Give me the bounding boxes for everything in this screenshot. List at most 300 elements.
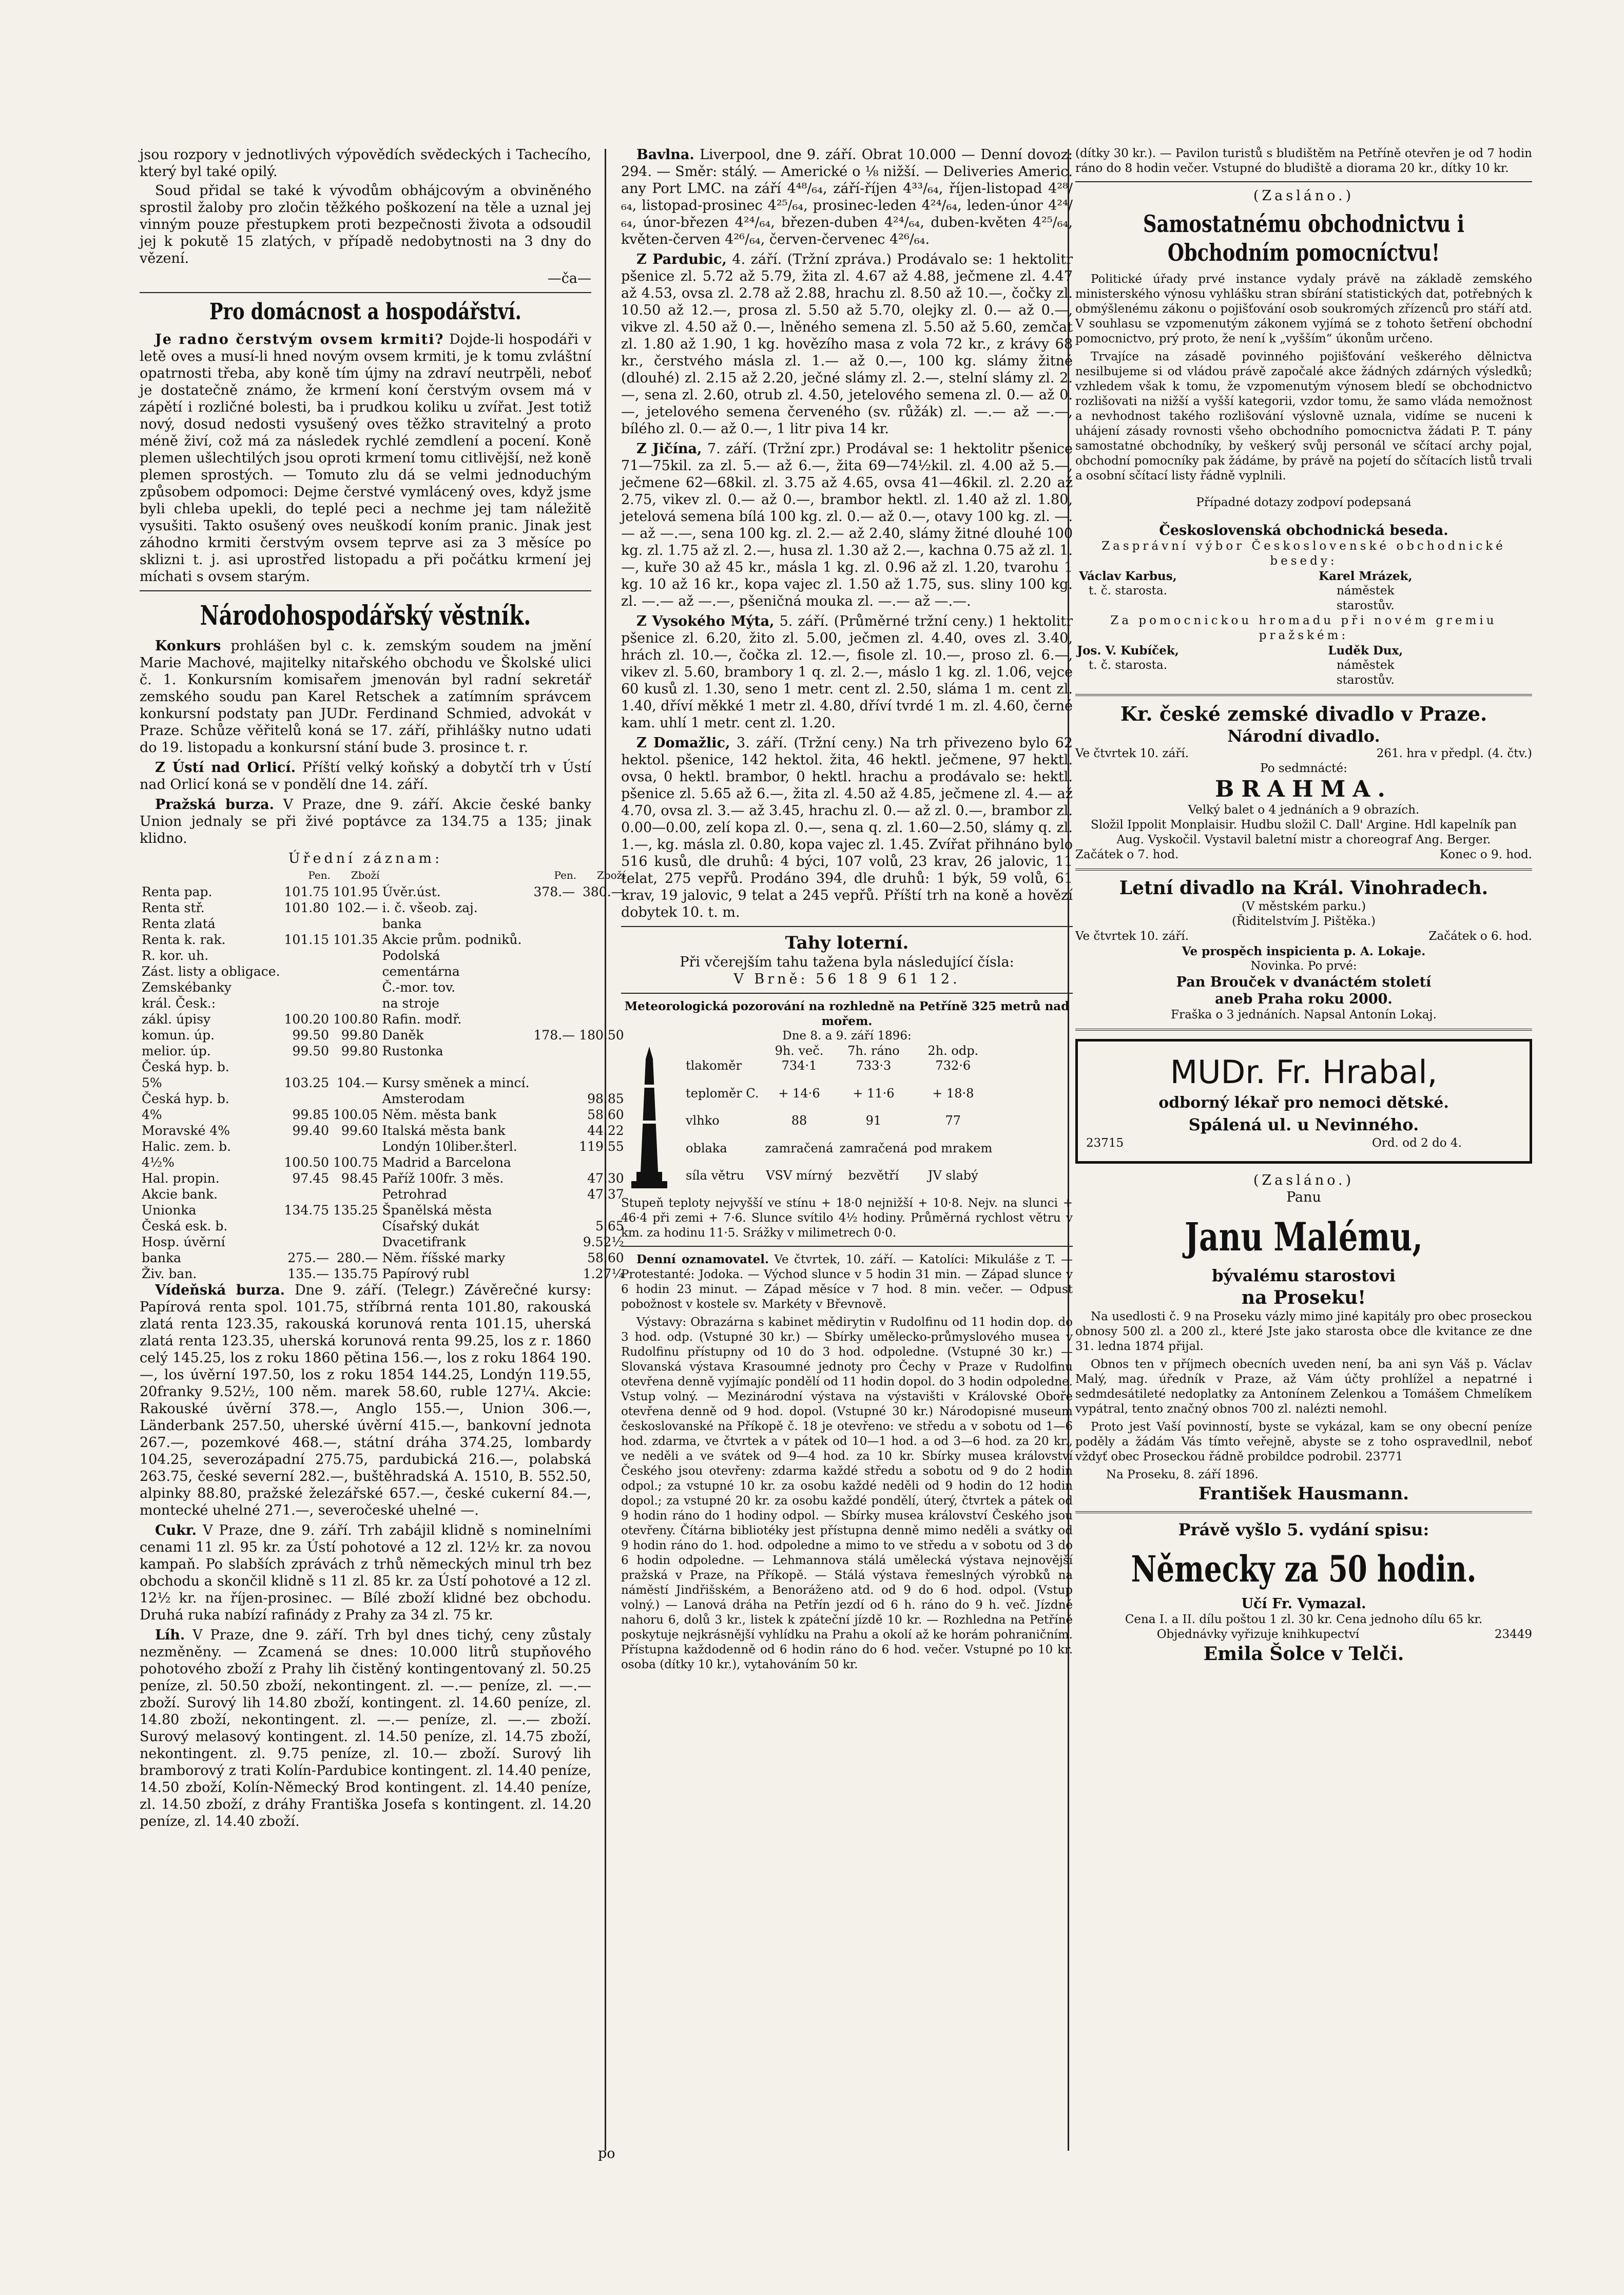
- meteo-table: [683, 1044, 995, 1196]
- theater-date: Ve čtvrtek 10. září.: [1075, 747, 1189, 760]
- summer-theater-benefit: Ve prospěch inspicienta p. A. Lokaje.: [1182, 944, 1426, 958]
- quote-row: [140, 916, 626, 932]
- doctor-hours-row: [1086, 1136, 1521, 1151]
- quote-row: [140, 1202, 626, 1218]
- quote-cell: banka: [142, 1250, 182, 1265]
- article-lead: Z Vysokého Mýta,: [636, 613, 775, 629]
- quote-row: [140, 1075, 626, 1091]
- theater-subscription: 261. hra v předpl. (4. čtv.): [1376, 747, 1532, 760]
- play-credits: Složil Ippolit Monplaisir. Hudbu složil C. Dall' Argine. Hdl kapelník pan Aug. Vyskočil. Vystavil baletní mistr a choreograf Ang. Berger.: [1090, 818, 1517, 846]
- summer-theater-date-row: [1075, 929, 1532, 944]
- quote-row: [140, 1139, 626, 1154]
- quote-cell: Hosp. úvěrní: [142, 1235, 225, 1249]
- meteo-title: Meteorologická pozorování na rozhledně na Petříně 325 metrů nad mořem.: [624, 999, 1070, 1028]
- doctor-name: MUDr. Fr. Hrabal,: [1170, 1053, 1438, 1091]
- quote-cell: Papírový rubl: [382, 1266, 470, 1281]
- article-text: V Praze, dne 9. září. Trh zabájil klidně s nominelními cenami 11 zl. 95 kr. za Ústí pohotové a 12 zl. 12½ kr. za novou kampaň. Po slabších zprávách z trhů německých minul trh bez obchodu a skončil klidně s 11 zl. 85 kr. za Ústí pohotové a 12 zl. 12½ kr. na říjen-prosinec. — Bílé zboží klidné bez obchodu. Druhá ruka nabízí rafinády z Prahy za 34 zl. 75 kr.: [140, 1522, 591, 1623]
- quote-cell: [577, 948, 626, 963]
- signature-name: Jos. V. Kubíček,: [1077, 644, 1179, 658]
- quote-cell: 99.80: [341, 1044, 378, 1058]
- quote-cell: [282, 1091, 331, 1107]
- quote-cell: 119.55: [579, 1139, 624, 1154]
- quote-cell: [331, 948, 380, 963]
- lottery-city: V Brně:: [733, 971, 808, 987]
- quote-cell: [577, 1059, 626, 1075]
- quote-row: [140, 1154, 626, 1170]
- meteo-date: Dne 8. a 9. září 1896:: [782, 1029, 912, 1043]
- divider: [1075, 1511, 1532, 1513]
- article-lead: Z Ústí nad Orlicí.: [155, 760, 296, 776]
- column-1: [140, 146, 626, 1833]
- book-advert-intro: Právě vyšlo 5. vydání spisu:: [1178, 1520, 1429, 1539]
- quote-row: [140, 995, 626, 1011]
- quote-cell: [282, 1186, 331, 1202]
- quote-cell: Londýn 10liber.šterl.: [382, 1139, 517, 1154]
- quote-cell: [577, 1154, 626, 1170]
- quote-cell: [282, 948, 331, 963]
- quote-cell: Č.-mor. tov.: [382, 980, 456, 995]
- play-end: Konec o 9. hod.: [1439, 848, 1532, 861]
- quote-cell: [577, 900, 626, 916]
- meteo-cell: tlakoměr: [686, 1058, 742, 1073]
- quote-cell: [577, 1075, 626, 1091]
- quote-cell: Císařský dukát: [382, 1219, 479, 1233]
- quote-cell: Madrid a Barcelona: [382, 1155, 511, 1170]
- quote-cell: 100.05: [333, 1107, 378, 1122]
- signature-role: náměstek starostův.: [1336, 584, 1395, 612]
- quote-cell: [331, 1234, 380, 1250]
- letter-text: Obnos ten v příjmech obecních uveden není, ba ani syn Váš p. Václav Malý, mag. úředník v Praze, až Vám účty prohlížel a nepatrné i sedmdesátileté nedoplatky za Antonínem Zelenkou a Tomášem Chmelíkem vypátral, tento značný obnos 700 zl. nalézti nemohl.: [1075, 1358, 1532, 1416]
- quote-cell: [331, 1059, 380, 1075]
- quote-cell: 104.—: [336, 1075, 378, 1090]
- article-lead: Vídeňská burza.: [155, 1282, 285, 1298]
- quote-cell: Renta stř.: [142, 900, 205, 915]
- quote-cell: 101.15: [284, 932, 330, 947]
- notice-society: Československá obchodnická beseda.: [1159, 523, 1448, 538]
- quote-cell: [331, 1186, 380, 1202]
- quote-cell: Akcie prům. podniků.: [382, 932, 522, 947]
- quote-row: [140, 1266, 626, 1282]
- meteo-cell: 77: [945, 1113, 961, 1128]
- addressee-place: na Proseku!: [1241, 1287, 1366, 1308]
- quote-cell: 58.60: [587, 1107, 624, 1122]
- quote-cell: 4½%: [142, 1155, 175, 1170]
- quote-cell: 98.85: [587, 1091, 624, 1106]
- quote-cell: Daněk: [382, 1028, 424, 1043]
- quote-row: [140, 1059, 626, 1075]
- notice-text: Politické úřady prvé instance vydaly právě na základě zemského ministerského výnosu vyhlášku stran sbírání statistických dat, potřebných k obmýšlenému zákonu o pojišťování osob soukromých zřízenců pro stáří atd. V souhlasu se vzpomenutým zákonem vyjímá se z tohoto šetření obchodní pomocnictvo, prý proto, že není k „vyšším“ úkonům určeno.: [1075, 273, 1532, 345]
- bookshop-name: Emila Šolce v Telči.: [1203, 1643, 1404, 1665]
- quote-cell: 99.80: [341, 1028, 378, 1043]
- lottery-title: Tahy loterní.: [785, 933, 909, 953]
- notice-committee: Zasprávní výbor Československé obchodnické besedy:: [1101, 539, 1506, 568]
- divider: [1075, 1029, 1532, 1031]
- meteo-extra: Stupeň teploty nejvyšší ve stínu + 18·0 nejnižší + 10·8. Nejv. na slunci + 46·4 při zemi + 7·6. Slunce svítilo 4½ hodiny. Průměrná rychlost větru v km. za hodinu 11·5. Srážky v milimetrech 0·0.: [621, 1197, 1073, 1240]
- summer-play-credits: Fraška o 3 jednáních. Napsal Antonín Lokaj.: [1171, 1008, 1437, 1021]
- quote-cell: Kursy směnek a mincí.: [382, 1075, 530, 1090]
- article-lead: Pražská burza.: [155, 797, 275, 813]
- meteo-cell: zamračená: [765, 1141, 834, 1155]
- article-lead: Bavlna.: [636, 147, 694, 163]
- quote-cell: Česká hyp. b.: [142, 1091, 229, 1106]
- meteo-row: [683, 1086, 995, 1114]
- quote-cell: Italská města bank: [382, 1123, 506, 1138]
- quote-cell: [532, 1075, 577, 1091]
- signatures: [1075, 643, 1532, 688]
- quote-cell: 280.—: [336, 1250, 378, 1265]
- letter-date: Na Proseku, 8. září 1896.: [1106, 1468, 1259, 1481]
- article-text: 5. září. (Průměrné tržní ceny.) 1 hektolitr pšenice zl. 6.20, žito zl. 5.00, ječmen zl. 4.40, oves zl. 3.40, hrách zl. 10.—, čočka zl. 12.—, fisole zl. 10.—, proso zl. 6.—, vikev zl. 5.60, brambory 1 q. zl. 2.—, máslo 1 kg. zl. 1.06, vejce 60 kusů zl. 1.30, seno 1 metr. cent zl. 2.50, sláma 1 m. cent zl. 1.40, dříví měkké 1 metr zl. 4.80, dříví tvrdé 1 m. zl. 4.60, černé kam. uhlí 1 metr. cent zl. 1.20.: [621, 613, 1073, 731]
- quote-cell: Španělská města: [382, 1203, 492, 1218]
- summer-play-title: Pan Brouček v dvanáctém století: [1176, 974, 1432, 990]
- notice-text: Případné dotazy zodpoví podepsaná: [1196, 496, 1412, 509]
- meteo-cell: 91: [865, 1113, 882, 1128]
- quotes-header: Zboží: [351, 869, 380, 881]
- quote-cell: [282, 1218, 331, 1234]
- article-lead: Z Domažlic,: [636, 735, 730, 751]
- quote-cell: [532, 932, 577, 948]
- article-lead: Líh.: [155, 1627, 185, 1643]
- theater-date-row: [1075, 746, 1532, 761]
- quote-cell: Něm. říšské marky: [382, 1250, 506, 1265]
- meteo-col-header: 2h. odp.: [927, 1044, 979, 1058]
- doctor-specialty: odborný lékař pro nemoci dětské.: [1158, 1094, 1449, 1112]
- quote-cell: 101.75: [284, 884, 330, 899]
- quote-cell: Petrohrad: [382, 1187, 448, 1202]
- article-text: V Praze, dne 9. září. Trh byl dnes tichý, ceny zůstaly nezměněny. — Zcamená se dnes: 10.000 litrů stupňového pohotového zboží z Prahy lih čistěný kontingentovaný zl. 50.25 peníze, zl. 50.50 zboží, nekontingent. zl. —.— peníze, zl. —.— zboží. Surový lih 14.80 zboží, kontingent. zl. 14.60 peníze, zl. 14.80 zboží, nekontingent. zl. —.— peníze, zl. —.— zboží. Surový melasový kontingent. zl. 14.50 peníze, zl. 14.75 zboží, nekontingent. zl. 9.75 peníze, zl. 10.— zboží. Surový lih bramborový z trati Kolín-Pardubice kontingent. zl. 14.40 peníze, 14.50 zboží, Kolín-Německý Brod kontingent. zl. 14.40 peníze, zl. 14.50 zboží, z dráhy Františka Josefa s kontingent. zl. 14.20 peníze, zl. 14.40 zboží.: [140, 1627, 592, 1829]
- quote-cell: [331, 979, 380, 995]
- quote-cell: 58.60: [587, 1250, 624, 1265]
- quote-cell: 99.50: [292, 1044, 330, 1058]
- article-text: Soud přidal se také k vývodům obhájcovým a obviněného sprostil žaloby pro zločin těžkého poškození na těle a uznal jej vinným pouze přestupkem proti bezpečnosti života a odsoudil jej k pokutě 15 zlatých, v případě nedobytnosti na 3 dny do vězení.: [140, 183, 591, 266]
- quote-cell: [577, 1043, 626, 1059]
- article-lead: Z Pardubic,: [636, 252, 727, 267]
- quote-cell: Podolská: [382, 948, 440, 963]
- stock-quotes-table: [140, 867, 626, 1282]
- quote-cell: Úvěr.úst.: [382, 884, 441, 899]
- quote-cell: [331, 916, 380, 932]
- quote-cell: Rafin. modř.: [382, 1012, 462, 1027]
- quote-cell: [577, 963, 626, 979]
- summer-theater-start: Začátek o 6. hod.: [1428, 930, 1532, 943]
- letter-signature: František Hausmann.: [1198, 1483, 1409, 1504]
- article-signature: —ča—: [547, 271, 591, 286]
- zaslano-label: (Zasláno.): [1253, 1172, 1355, 1188]
- quote-cell: [577, 979, 626, 995]
- quote-cell: 101.95: [333, 884, 378, 899]
- article-text: 4. září. (Tržní zpráva.) Prodávalo se: 1 hektolitr pšenice zl. 5.72 až 5.79, žita zl. 4.67 až 4.88, ječmene zl. 4.47 až 4.53, ovsa zl. 2.78 až 2.88, hrachu zl. 8.50 až 10.—, čočky zl. 10.50 až 12.—, prosa zl. 5.50 až 5.70, olejky zl. 0.— až 0.—, vikve zl. 4.50 až 0.—, lněného semena zl. 5.50 až 5.60, zemčat zl. 1.80 až 1.90, 1 kg. hovězího masa z vola 72 kr., z krávy 68 kr., čerstvého másla zl. 1.— až 0.—, 100 kg. slámy žitné (dlouhé) zl. 2.15 až 2.20, ječné slámy zl. 2.—, stelní slámy zl. 2.—, sena zl. 2.60, otrub zl. 4.50, jetelového semena zl. 0.— až 0.—, jetelového semena červeného (sv. růžák) zl. —.— až —.—, bílého zl. 0.— až 0.—, 1 litr piva 14 kr.: [621, 252, 1073, 437]
- quote-cell: 135.—: [287, 1266, 330, 1281]
- meteo-cell: teploměr C.: [686, 1086, 759, 1101]
- quote-cell: 4%: [142, 1107, 162, 1122]
- quote-cell: 100.20: [284, 1012, 330, 1027]
- letter-text: Na usedlosti č. 9 na Proseku vázly mimo jiné kapitály pro obec proseckou obnosy 500 zl. a 200 zl., které Jste jako starosta obce dle kvitance ze dne 31. ledna 1874 přijal.: [1075, 1310, 1532, 1353]
- meteo-cell: 88: [791, 1113, 807, 1128]
- notice-committee: Za pomocnickou hromadu při novém gremiu pražském:: [1110, 614, 1497, 642]
- quote-row: [140, 963, 626, 979]
- zaslano-label: (Zasláno.): [1253, 188, 1355, 204]
- quote-row: [140, 932, 626, 948]
- quote-cell: [282, 979, 331, 995]
- meteo-cell: oblaka: [686, 1141, 727, 1155]
- signature-role: t. č. starosta.: [1089, 659, 1168, 672]
- quote-cell: [577, 1202, 626, 1218]
- article-text: Výstavy: Obrazárna s kabinet mědirytin v Rudolfinu od 11 hodin dop. do 3 hod. odp. (Vstupné 30 kr.) — Sbírky umělecko-průmyslového musea v Rudolfinu přístupny od 10 do 3 hod. odpoledne. (Vstupné 30 kr.) — Slovanská výstava Krasoumné jednoty pro Čechy v Praze v Rudolfinu otevřena denně vyjímajíc pondělí od 11 hodin dopol. do 3 hodin odpoledne. Vstup volný. — Mezinárodní výstava na výstavišti v Královské Oboře otevřena denně od 9 hod. dopol. (Vstupné 30 kr.) Národopisné museum českoslovanské na Příkopě č. 18 je otevřeno: ve středu a v sobotu od 1—6 hod. zdarma, ve čtvrtek a v pátek od 10—1 hod. a od 3—6 hod. za 20 kr., ve neděli a ve svátek od 9—4 hod. za 10 kr. Sbírky musea království Českého jsou otevřeny: zdarma každé středu a sobotu od 9 do 2 hodin odpol.; za vstupné 10 kr. za osobu každé neděli od 9 hodin do 12 hodin dopol.; za vstupné 20 kr. za osobu každé pondělí, úterý, čtvrtek a pátek od 9 hodin ráno do 1 hodiny odpol. — Sbírky musea království Českého jsou otevřeny. Čítárna bibliotéky jest přístupna denně mimo neděli a svátky od 9 hodin ráno do 1. hod. odpoledne a mimo to ve středu a v sobotu od 3 do 6 hodin odpoledne. — Lehmannova stálá umělecká výstava nejnovější pražská v Praze, na Příkopě. — Stálá výstava řemeslných výrobků na náměstí Jindřišském, a Benoráženo atd. od 9 do 6 hod. odpol. (Vstup volný.) — Lanová dráha na Petřín jezdí od 6 h. ráno do 9 h. več. Jízdné nahoru 6, dolů 3 kr., listek k zpáteční jízdě 10 kr. — Rozhledna na Petříně poskytuje nejkrásnější vyhlídku na Prahu a okolí až ke horám pohraničním. Přístupna každodenně od 6 hodin ráno do 6 hod. večer. Vstupné po 10 kr. osoba (dítky 10 kr.), vytahováním 50 kr.: [621, 1316, 1073, 1671]
- article-text: Ve čtvrtek, 10. září. — Katolíci: Mikuláše z T. — Protestanté: Jodoka. — Východ slunce v 5 hodin 31 min. — Západ slunce v 6 hodin 23 minut. — Západ měsíce v 7 hod. 8 min. večer. — Odpust pobožnost v kostele sv. Markéty v Břevnově.: [621, 1253, 1073, 1311]
- quote-cell: [532, 900, 577, 916]
- signature-name: Václav Karbus,: [1079, 569, 1177, 583]
- quote-cell: 5.65: [595, 1219, 624, 1233]
- quote-row: [140, 1011, 626, 1027]
- meteo-row: [683, 1058, 995, 1086]
- summer-theater-title: Letní divadlo na Král. Vinohradech.: [1119, 877, 1488, 899]
- quote-cell: [532, 1170, 577, 1186]
- quote-cell: [532, 1091, 577, 1107]
- divider: [621, 993, 1073, 994]
- section-heading-economy: Národohospodářský věstník.: [200, 600, 531, 631]
- signature-name: Karel Mrázek,: [1319, 569, 1413, 583]
- quote-cell: 275.—: [287, 1250, 330, 1265]
- article-text: Dojde-li hospodáři v letě oves a musí-li hned novým ovsem krmiti, je k tomu zvláštní opatrnosti třeba, aby koně tím újmy na zdraví neutrpěli, neboť je dostatečně známo, že krmení koní čerstvým ovsem má v zápětí i rozličné bolesti, ba i prudkou koliku u zvířat. Jest totiž nový, dosud nedosti vysušený oves těžko stravitelný a proto méně živí, což má za následek rychlé zemdlení a pocení. Koně plemen ušlechtilých jsou oproti krmení tomu citlivější, než koně plemen sprostých. — Tomuto zlu dá se velmi jednoduchým způsobem odpomoci: Dejme čerstvé vymlácený oves, když jsme byli chleba upekli, do teplé peci a nechme jej tam náležitě vysušiti. Takto osušený oves neuškodí koním pranic. Jinak jest záhodno krmiti čerstvým ovsem teprve asi za 3 měsíce po sklizni t. j. asi uprostřed listopadu a při počátku krmení jej míchati s ovsem starým.: [140, 332, 591, 585]
- quote-row: [140, 1250, 626, 1266]
- meteo-cell: + 11·6: [853, 1086, 895, 1101]
- quote-cell: [532, 1186, 577, 1202]
- quote-cell: [532, 1202, 577, 1218]
- quote-row: [140, 1170, 626, 1186]
- quote-cell: 9.52½: [583, 1235, 624, 1249]
- column-3: [1075, 146, 1532, 1666]
- quote-cell: 100.50: [284, 1155, 330, 1170]
- section-heading-household: Pro domácnost a hospodářství.: [209, 299, 521, 325]
- quote-cell: 47.30: [587, 1171, 624, 1186]
- doctor-hours: Ord. od 2 do 4.: [1372, 1136, 1462, 1150]
- quote-row: [140, 1027, 626, 1043]
- quote-cell: 101.35: [333, 932, 378, 947]
- divider: [1075, 869, 1532, 871]
- doctor-advert: [1075, 1039, 1532, 1164]
- quote-cell: Akcie bank.: [142, 1187, 218, 1202]
- lottery-numbers: 56 18 9 61 12.: [816, 971, 960, 987]
- quote-row: [140, 1186, 626, 1202]
- quote-cell: [331, 963, 380, 979]
- quote-cell: Halic. zem. b.: [142, 1139, 231, 1154]
- divider: [621, 926, 1073, 927]
- observation-tower-icon: [621, 1044, 678, 1196]
- divider: [140, 292, 591, 293]
- meteo-cell: + 18·8: [932, 1086, 974, 1101]
- meteo-row: [683, 1168, 995, 1196]
- quote-row: [140, 1107, 626, 1123]
- meteo-col-header: 7h. ráno: [847, 1044, 900, 1058]
- quote-cell: [532, 1107, 577, 1123]
- quote-cell: Renta k. rak.: [142, 932, 226, 947]
- meteo-col-header: 9h. več.: [775, 1044, 824, 1058]
- meteo-cell: bezvětří: [848, 1168, 899, 1183]
- quote-cell: Dvacetifrank: [382, 1235, 466, 1249]
- divider: [621, 1246, 1073, 1247]
- doctor-address: Spálená ul. u Nevinného.: [1188, 1115, 1419, 1134]
- article-lead: Denní oznamovatel.: [636, 1252, 769, 1266]
- article-text: Liverpool, dne 9. září. Obrat 10.000 — Denní dovoz: 294. — Směr: stálý. — Americké o ⅛ nižší. — Deliveries Americ. any Port LMC. na září 4⁴⁸/₆₄, září-říjen 4³³/₆₄, říjen-listopad 4²⁸/₆₄, listopad-prosinec 4²⁵/₆₄, prosinec-leden 4²⁴/₆₄, leden-únor 4²⁴/₆₄, únor-březen 4²⁴/₆₄, březen-duben 4²⁴/₆₄, duben-květen 4²⁵/₆₄, květen-červen 4²⁶/₆₄, červen-červenec 4²⁶/₆₄.: [621, 147, 1073, 247]
- addressee-title: bývalému starostovi: [1212, 1266, 1396, 1285]
- quote-cell: 134.75: [284, 1203, 330, 1218]
- notice-text: Trvajíce na zásadě povinného pojišťování veškerého dělnictva nesilbujeme si od vládou právě započalé akce žádných zdárných výsledků; vzhledem však k tomu, že vzpomenutým výnosem bledí se obchodnictvo rozlišovati na nižší a vyšší kategorii, vzdor tomu, že samo vláda nemožnost a nevhodnost takého rozlišování výslovně uznala, vidíme se nuceni k uhájení zásady rovnosti všeho obchodního pomocnictva žádati P. T. pány samostatné obchodníky, by veškerý svůj personál ve sčítací archy pojal, obchodní pomocníky pak žádáme, by právě na pojetí do sčítacích listů trvali a osobní sčítací listy řádně vyplnili.: [1075, 350, 1532, 483]
- column-2: [621, 146, 1073, 1675]
- summer-theater-sub: (V městském parku.): [1241, 900, 1366, 913]
- quote-cell: Amsterodam: [382, 1091, 465, 1106]
- quote-cell: 5%: [142, 1075, 162, 1090]
- footer-po: po: [598, 2146, 615, 2162]
- quote-cell: cementárna: [382, 964, 460, 979]
- quote-cell: [380, 1059, 532, 1075]
- quotes-title: Úřední záznam:: [288, 851, 443, 866]
- quote-cell: Renta pap.: [142, 884, 212, 899]
- meteo-cell: vlhko: [686, 1113, 720, 1128]
- quote-cell: Živ. ban.: [142, 1266, 197, 1281]
- article-text: 3. září. (Tržní ceny.) Na trh přivezeno bylo 62 hektol. pšenice, 142 hektol. žita, 46 hektl. ječmene, 97 hektl. ovsa, 0 hektl. brambor, 0 hektl. hrachu a prodávalo se: hektl. pšenice zl. 5.65 až 6.—, žita zl. 4.50 až 4.85, ječmene zl. 4.— až 4.70, ovsa zl. 3.— až 3.45, hrachu zl. 0.— až zl. 0.—, brambor zl. 0.00—0.00, zelí kopa zl. 0.—, sena q. zl. 1.60—2.50, slámy q. zl. 1.—, kg. másla zl. 0.80, kopa vajec zl. 1.45. Zvířat přihnáno bylo 516 kusů, dle druhů: 4 býci, 107 volů, 23 krav, 26 jalovic, 11 telat, 275 vepřů. Prodáno 394, dle druhů: 1 býk, 59 volů, 61 krav, 19 jalovic, 9 telat a 245 vepřů. Příští trh na koně a hovězí dobytek 10. t. m.: [621, 735, 1073, 920]
- quote-cell: [282, 916, 331, 932]
- article-lead: Z Jičína,: [636, 441, 702, 457]
- book-ad-number: 23449: [1494, 1628, 1532, 1641]
- summer-theater-novinka: Novinka. Po prvé:: [1250, 959, 1357, 973]
- quote-cell: R. kor. uh.: [142, 948, 209, 963]
- quote-cell: [282, 1059, 331, 1075]
- article-text: Příští velký koňský a dobytčí trh v Ústí nad Orlicí koná se v pondělí dne 14. září.: [140, 760, 591, 793]
- quote-cell: král. Česk.:: [142, 996, 216, 1011]
- quote-row: [140, 1218, 626, 1234]
- quote-cell: melior. úp.: [142, 1044, 211, 1058]
- quote-cell: [282, 1234, 331, 1250]
- quote-row: [140, 900, 626, 916]
- quotes-header: Pen.: [308, 869, 331, 881]
- play-start: Začátek o 7. hod.: [1075, 848, 1179, 861]
- quote-cell: [532, 995, 577, 1011]
- meteo-cell: 732·6: [935, 1058, 971, 1073]
- signature-name: Luděk Dux,: [1328, 644, 1403, 658]
- meteo-cell: JV slabý: [927, 1168, 978, 1183]
- divider: [1075, 181, 1532, 182]
- theater-subtitle: Národní divadlo.: [1227, 726, 1380, 746]
- quote-cell: [532, 1123, 577, 1139]
- quote-cell: 178.—: [533, 1028, 575, 1043]
- quote-cell: 380.—: [582, 884, 624, 899]
- book-price: Cena I. a II. dílu poštou 1 zl. 30 kr. Cena jednoho dílu 65 kr.: [1125, 1613, 1483, 1626]
- summer-theater-sub: (Řiditelstvím J. Pištěka.): [1232, 915, 1376, 928]
- divider: [140, 590, 591, 591]
- quote-cell: [532, 1139, 577, 1154]
- quote-row: [140, 884, 626, 900]
- meteo-cell: VSV mírný: [766, 1168, 833, 1183]
- meteo-cell: zamračená: [839, 1141, 908, 1155]
- quote-cell: Zást. listy a obligace.: [142, 964, 280, 979]
- quote-cell: 99.40: [292, 1123, 330, 1138]
- quote-cell: komun. úp.: [142, 1028, 215, 1043]
- article-text: Dne 9. září. (Telegr.) Závěrečné kursy: Papírová renta spol. 101.75, stříbrná renta 101.80, rakouská zlatá renta 123.35, rakouská korunová renta 101.15, uherská zlatá renta 123.35, uherská korunová renta 99.25, los z r. 1860 celý 145.25, los z roku 1860 pětina 156.—, los z roku 1864 190.—, los úvěrní 197.50, los z roku 1854 144.25, Londýn 119.55, 20franky 9.52½, 100 něm. marek 58.60, ruble 127¼. Akcie: Rakouské úvěrní 378.—, Anglo 155.—, Union 306.—, Länderbank 257.50, uherské úvěrní 415.—, bankovní jednota 267.—, pozemkové 468.—, státní dráha 374.25, lombardy 104.25, severozápadní 275.75, pardubická 216.—, polabská 263.75, české severní 282.—, buštěhradská A. 1510, B. 552.50, alpinky 88.80, pražské železářské 657.—, české cukerní 84.—, montecké uhelné 271.—, severočeské uhelné —.: [140, 1282, 591, 1518]
- address-panu: Panu: [1286, 1189, 1321, 1205]
- quote-cell: [532, 963, 577, 979]
- quote-cell: [532, 948, 577, 963]
- quote-cell: [577, 916, 626, 932]
- quote-cell: 99.85: [292, 1107, 330, 1122]
- book-author: Učí Fr. Vymazal.: [1241, 1596, 1366, 1612]
- doctor-ad-number: 23715: [1086, 1136, 1124, 1150]
- quote-cell: [532, 1234, 577, 1250]
- quote-cell: 100.75: [333, 1155, 378, 1170]
- quote-row: [140, 1043, 626, 1059]
- signature-role: náměstek starostův.: [1336, 659, 1395, 687]
- quote-row: [140, 948, 626, 963]
- play-times: [1075, 847, 1532, 862]
- article-text: 7. září. (Tržní zpr.) Prodával se: 1 hektolitr pšenice 71—75kil. za zl. 5.— až 6.—, žita 69—74½kil. zl. 4.00 až 5.—, ječmene 62—68kil. zl. 3.75 až 4.65, ovsa 41—46kil. zl. 2.20 až 2.75, vikev zl. 0.— až 0.—, brambor hektl. zl. 1.40 až zl. 1.80, jetelová semena bílá 100 kg. zl. 0.— až 0.—, otavy 100 kg. zl. —.— až —.—, sena 100 kg. zl. 2.— až 2.40, slámy žitné dlouhé 100 kg. zl. 1.75 až zl. 2.—, husa zl. 1.30 až 2.—, kachna 0.75 až zl. 1.—, kuře 30 až 45 kr., másla 1 kg. zl. 0.96 až zl. 1.20, tvarohu 1 kg. 10 až 16 kr., kopa vajec zl. 1.50 až 1.75, sus. sliny 100 kg. zl. —.— až —.—, pšeničná mouka zl. —.— až —.—.: [621, 441, 1073, 609]
- quote-cell: Hal. propin.: [142, 1171, 220, 1186]
- quotes-header: Pen.: [554, 869, 577, 881]
- quote-cell: [532, 1043, 577, 1059]
- summer-theater-date: Ve čtvrtek 10. září.: [1075, 930, 1189, 943]
- book-order-row: [1075, 1627, 1532, 1642]
- quote-cell: [577, 932, 626, 948]
- meteo-cell: 733·3: [856, 1058, 892, 1073]
- quote-cell: [532, 979, 577, 995]
- quote-cell: 135.75: [333, 1266, 378, 1281]
- quote-cell: Moravské 4%: [142, 1123, 230, 1138]
- quote-cell: Zemskébanky: [142, 980, 231, 995]
- quotes-header: Zboží: [596, 869, 626, 881]
- quote-cell: Česká hyp. b.: [142, 1059, 229, 1074]
- signatures: [1075, 569, 1532, 613]
- quote-cell: [532, 1250, 577, 1266]
- letter-number: 23771: [1365, 1450, 1403, 1463]
- meteo-cell: 734·1: [781, 1058, 817, 1073]
- quote-cell: 99.50: [292, 1028, 330, 1043]
- quote-cell: Něm. města bank: [382, 1107, 497, 1122]
- meteo-cell: + 14·6: [778, 1086, 820, 1101]
- quote-cell: [577, 995, 626, 1011]
- book-title: Německy za 50 hodin.: [1131, 1548, 1477, 1590]
- play-title: BRAHMA.: [1215, 776, 1393, 802]
- quote-cell: 100.80: [333, 1012, 378, 1027]
- theater-count: Po sedmnácté:: [1260, 762, 1347, 775]
- quote-cell: zákl. úpisy: [142, 1012, 211, 1027]
- meteo-row: [683, 1141, 995, 1169]
- divider: [1075, 694, 1532, 696]
- quote-row: [140, 1234, 626, 1250]
- quote-cell: 47.37: [587, 1187, 624, 1202]
- quote-cell: 99.60: [341, 1123, 378, 1138]
- meteo-row: [683, 1113, 995, 1141]
- quote-cell: 135.25: [333, 1203, 378, 1218]
- meteo-cell: pod mrakem: [914, 1141, 993, 1155]
- quote-cell: [532, 1266, 577, 1282]
- quote-cell: 103.25: [284, 1075, 330, 1090]
- quote-cell: Unionka: [142, 1203, 197, 1218]
- quote-cell: Rustonka: [382, 1044, 443, 1058]
- quote-cell: i. č. všeob. zaj.: [382, 900, 478, 915]
- quote-cell: [331, 995, 380, 1011]
- letter-text: Proto jest Vaší povinností, byste se vykázal, kam se ony obecní peníze poděly a žádám Vás tímto veřejně, abyste se z toho ospravedlnil, neboť vždyť obec Proseckou řádně probildce podrobil.: [1075, 1420, 1532, 1463]
- quote-cell: 97.45: [292, 1171, 330, 1186]
- meteo-cell: síla větru: [686, 1168, 744, 1183]
- quote-cell: 98.45: [341, 1171, 378, 1186]
- quote-row: [140, 1091, 626, 1107]
- quote-row: [140, 979, 626, 995]
- notice-heading: Samostatnému obchodnictvu i Obchodním pomocníctvu!: [1143, 210, 1464, 266]
- article-lead: Cukr.: [155, 1522, 197, 1538]
- quote-cell: [282, 963, 331, 979]
- signature-role: t. č. starosta.: [1089, 584, 1168, 597]
- quote-cell: 378.—: [533, 884, 575, 899]
- article-text: prohlášen byl c. k. zemským soudem na jmění Marie Machové, majitelky nitařského obchodu ve Školské ulici č. 1. Konkursním komisařem jmenován byl radní sekretář zemského soudu pan Karel Retschek a zatímním správcem konkursní podstaty pan JUDr. Ferdinand Schmied, advokát v Praze. Schůze věřitelů koná se 17. září, přihlášky nutno udati do 19. listopadu a konkursní stání bude 3. prosince t. r.: [140, 638, 591, 756]
- lottery-subtitle: Při včerejším tahu tažena byla následující čísla:: [680, 954, 1014, 970]
